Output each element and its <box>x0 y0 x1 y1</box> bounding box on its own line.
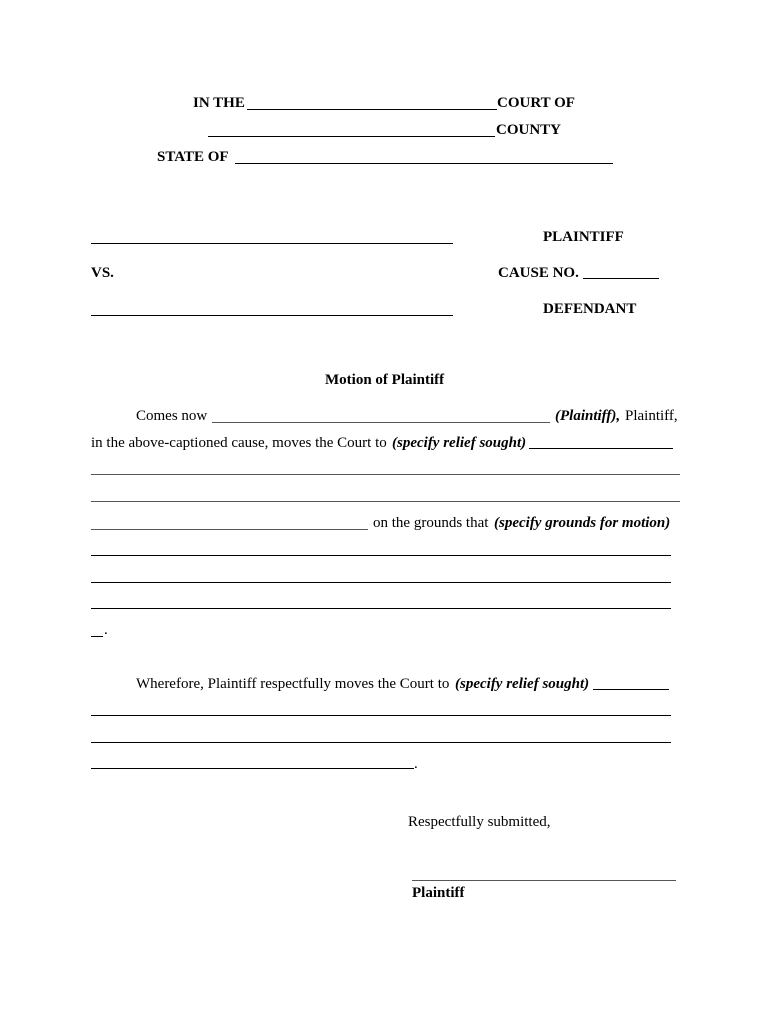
moves-court-text: in the above-captioned cause, moves the Court to <box>91 435 387 451</box>
relief2-period: . <box>414 756 418 772</box>
caption-court-of: COURT OF <box>497 95 575 111</box>
wherefore-text: Wherefore, Plaintiff respectfully moves the Court to <box>136 676 450 692</box>
relief2-blank-line-3[interactable] <box>91 768 414 769</box>
grounds-blank-line-2[interactable] <box>91 582 671 583</box>
relief-blank-line-2[interactable] <box>91 501 680 502</box>
plaintiff-name-blank[interactable] <box>91 243 453 244</box>
relief-inline-blank-2[interactable] <box>593 689 669 690</box>
grounds-hint: (specify grounds for motion) <box>494 515 671 531</box>
county-name-blank[interactable] <box>208 136 495 137</box>
grounds-blank-line-3[interactable] <box>91 608 671 609</box>
document-title: Motion of Plaintiff <box>325 372 445 388</box>
relief-hint-2: (specify relief sought) <box>455 676 590 692</box>
plaintiff-word: Plaintiff, <box>625 408 678 424</box>
relief-hint: (specify relief sought) <box>392 435 527 451</box>
signature-line[interactable] <box>412 880 676 881</box>
cause-no-label: CAUSE NO. <box>498 265 579 281</box>
grounds-blank-line-1[interactable] <box>91 555 671 556</box>
signer-label: Plaintiff <box>412 885 465 901</box>
plaintiff-hint: (Plaintiff), <box>555 408 621 424</box>
caption-county: COUNTY <box>496 122 562 138</box>
defendant-name-blank[interactable] <box>91 315 453 316</box>
caption-state-of: STATE OF <box>157 149 229 165</box>
relief-blank-line-3[interactable] <box>91 529 368 530</box>
state-name-blank[interactable] <box>235 163 613 164</box>
plaintiff-label: PLAINTIFF <box>543 229 624 245</box>
vs-label: VS. <box>91 265 114 281</box>
relief2-blank-line-1[interactable] <box>91 715 671 716</box>
caption-in-the: IN THE <box>193 95 245 111</box>
grounds-blank-line-4[interactable] <box>91 636 103 637</box>
relief-inline-blank[interactable] <box>529 448 673 449</box>
defendant-label: DEFENDANT <box>543 301 637 317</box>
on-grounds-text: on the grounds that <box>373 515 489 531</box>
cause-no-blank[interactable] <box>583 278 659 279</box>
relief2-blank-line-2[interactable] <box>91 742 671 743</box>
plaintiff-name-inline-blank[interactable] <box>212 422 550 423</box>
comes-now-text: Comes now <box>136 408 208 424</box>
grounds-period: . <box>104 622 108 638</box>
respectfully-submitted: Respectfully submitted, <box>408 814 551 830</box>
court-name-blank[interactable] <box>247 109 497 110</box>
relief-blank-line-1[interactable] <box>91 474 680 475</box>
